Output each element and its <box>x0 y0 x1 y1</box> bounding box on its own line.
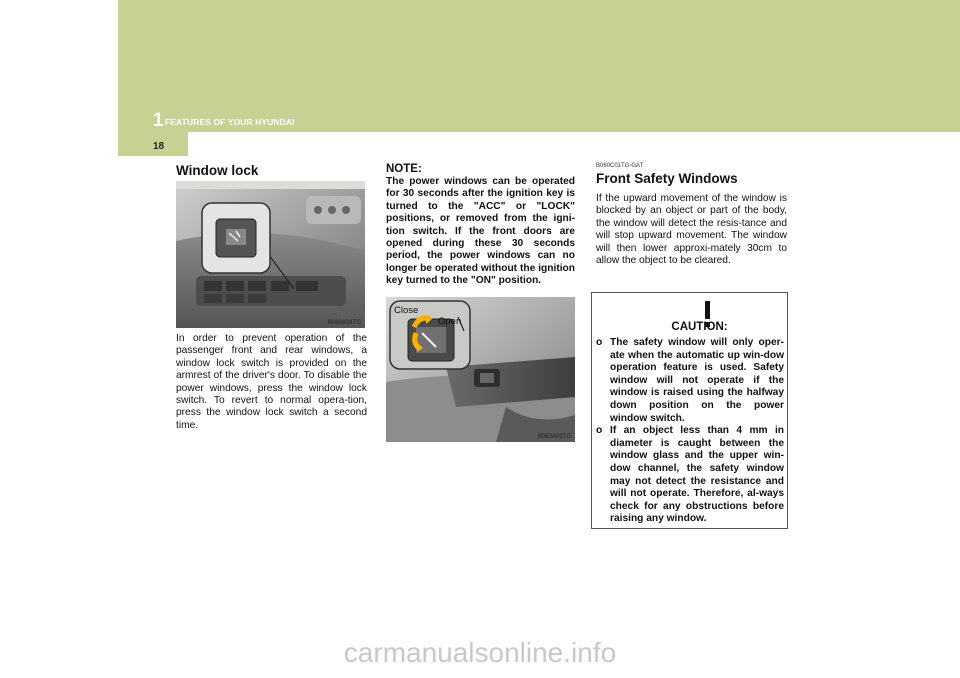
caution-item-text: The safety window will only oper-ate when the automatic up win-dow operation feature is used. Safety window will not operate if the window is raised using the halfway down position on the power window switch. <box>610 337 784 424</box>
front-safety-windows-section <box>596 163 787 267</box>
note-text: The power windows can be operated for 30 seconds after the ignition key is turned to the "ACC" or "LOCK" positions, or removed from the igni-tion switch. If the front doors are opened during these 30 seconds period, the power windows can no longer be operated without the ignition key turned to the "ON" position. <box>386 176 575 287</box>
window-lock-heading: Window lock <box>176 163 259 178</box>
caution-item-text: If an object less than 4 mm in diameter is caught between the window glass and the upper win-dow channel, the safety window may not detect the resistance and will not operate. Therefore, al-ways check for any obstructions before raising any window. <box>610 425 784 525</box>
chapter-number: 1 <box>153 110 164 131</box>
list-item <box>596 425 784 526</box>
bullet: o <box>596 337 603 348</box>
bullet: o <box>596 425 603 437</box>
power-window-switch-figure <box>386 297 575 442</box>
window-lock-section <box>176 163 367 432</box>
caution-list <box>596 337 784 526</box>
window-lock-body: In order to prevent operation of the passenger front and rear windows, a window lock switch is provided on the armrest of the driver's door. To disable the power windows, press the window lock switch. To revert to normal opera-tion, press the window lock switch a second time. <box>176 333 367 431</box>
front-safety-windows-body: If the upward movement of the window is blocked by an object or part of the body, the window will detect the resis-tance and will stop upward movement. The window will then lower approxi-mately 30cm to allow the object to be cleared. <box>596 193 787 267</box>
caution-box <box>591 292 788 529</box>
window-switch-photo <box>386 297 575 442</box>
front-safety-windows-heading: Front Safety Windows <box>596 171 738 186</box>
open-label: Open <box>438 315 462 327</box>
figure-code: B060A04TG <box>327 320 361 326</box>
chapter-title: FEATURES OF YOUR HYUNDAI <box>165 117 295 127</box>
page-number: 18 <box>153 141 165 152</box>
figure-code: B060A03TG <box>537 433 571 440</box>
list-item <box>596 337 784 425</box>
reference-code: B060C01TG-GAT <box>596 163 644 169</box>
window-lock-figure <box>176 181 365 328</box>
caution-title: CAUTION: <box>671 321 728 333</box>
header-band <box>118 0 960 132</box>
watermark: carmanualsonline.info <box>343 637 617 668</box>
note-title: NOTE: <box>386 163 422 175</box>
door-armrest-photo <box>176 181 365 328</box>
close-label: Close <box>394 304 419 316</box>
note-section <box>386 163 575 442</box>
